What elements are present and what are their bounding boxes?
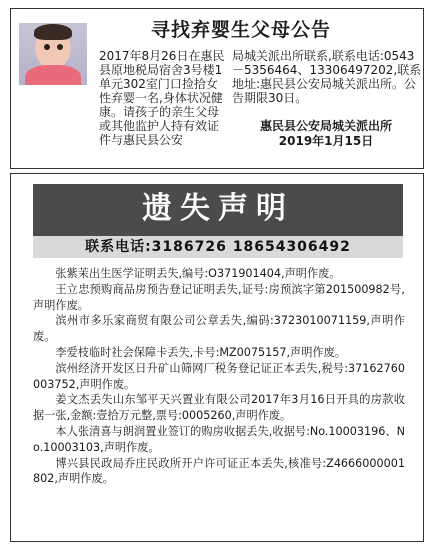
notice-body-left-text: 2017年8月26日在惠民县原地税局宿舍3号楼1单元302室门口捡拾女性弃婴一名,身体状况健康。请孩子的亲生父母或其他监护人持有效证件与惠民县公安 [99,49,225,147]
notice-body-left [15,49,227,147]
lost-item: 博兴县民政局乔庄民政所开户许可证正本丢失,核准号:Z4666000001802,声明作废。 [33,456,405,486]
contact-phone-line: 联系电话:3186726 18654306492 [33,236,403,258]
lost-item: 李爱枝临时社会保障卡丢失,卡号:MZ0075157,声明作废。 [55,345,346,359]
lost-item: 本人张清喜与朗润置业签订的购房收据丢失,收据号:No.10003196、No.10003103,声明作废。 [33,424,405,454]
lost-item: 姜文杰丢失山东邹平天兴置业有限公司2017年3月16日开具的房款收据一张,金额:壹拾万元整,票号:0005260,声明作废。 [33,393,405,423]
lost-item: 滨州市多乐家商贸有限公司公章丢失,编码:3723010071159,声明作废。 [33,314,405,344]
lost-item-list [33,266,405,487]
notice-date: 2019年1月15日 [278,134,374,148]
lost-item: 王立忠预购商品房预告登记证明丢失,证号:房预滨字第201500982号,声明作废。 [33,282,405,312]
lost-statement-heading: 遗失声明 [33,184,403,236]
notice-signature-block [231,119,421,149]
lost-item: 张紫茉出生医学证明丢失,编号:O371901404,声明作废。 [55,267,341,280]
lost-item: 滨州经济开发区日升矿山筛网厂税务登记证正本丢失,税号:37162760003752,声明作废。 [33,361,405,391]
notice-title: 寻找弃婴生父母公告 [151,19,332,41]
notice-signature: 惠民县公安局城关派出所 [259,119,392,133]
lost-statement-section [10,173,424,542]
missing-parents-notice [10,8,424,169]
notice-body-right: 局城关派出所联系,联系电话:0543－5356464、13306497202,联系地址:惠民县公安局城关派出所。公告期限30日。 [232,49,422,105]
